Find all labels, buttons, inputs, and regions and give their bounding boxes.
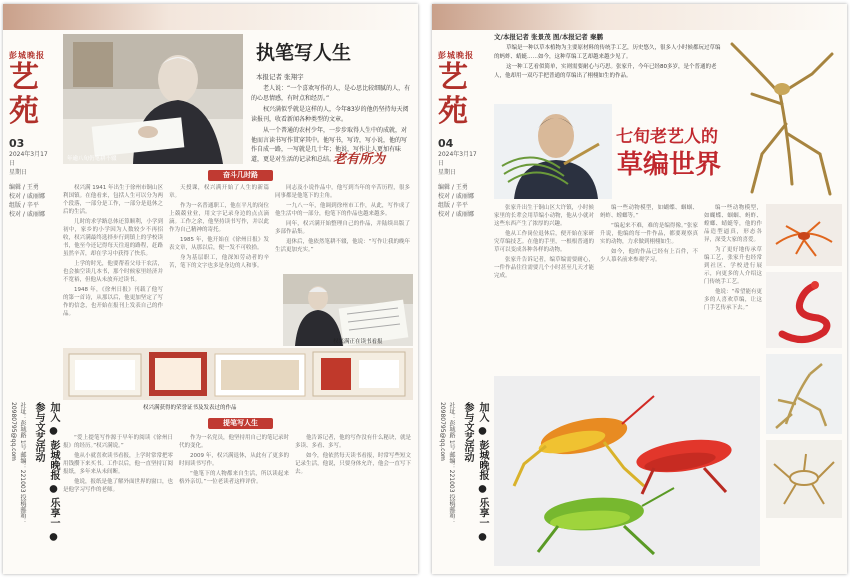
section-head-2: 提笔写人生 — [208, 418, 273, 429]
photo-artisan — [494, 104, 612, 199]
body-paragraph: 如今，他依然每天读书看报，时常写些短文记录生活，他说，只要身体允许，他会一直写下去。 — [295, 453, 411, 475]
photo-straw-insects — [494, 376, 760, 566]
body-paragraph: 身为基层职工，他深知劳动者的辛苦，笔下的文字也多是身边的人和事。 — [169, 255, 269, 269]
bottom-column-3 — [295, 434, 411, 566]
lede-paragraph: 从一个普通的农村少年，一步步取得人生中的成就，对他而言读书写作贯穿其中。他写书，写诗，写小说，他的写作自成一路，一写就是几十年；他说，写作让人更加有味道，更是对生活的记录和总结。 — [251, 127, 408, 163]
editor-line: 编辑 / 王勇 — [438, 184, 468, 191]
article-column-3 — [275, 184, 410, 266]
contact-info — [438, 402, 456, 552]
article-column-2 — [600, 204, 698, 369]
body-paragraph: 权兴满 1941 年出生于徐州市铜山区利国镇。在他看来，包括人生可以分为两个段落，一部分是工作，一部分是退休之后的生活。 — [63, 185, 163, 215]
photo-craft-orange-dragonfly — [766, 204, 842, 266]
photo-straw-insects-image — [494, 376, 760, 566]
page-number: 04 — [438, 137, 454, 150]
photo-craft-mantis — [766, 354, 842, 434]
craft-photo-2 — [766, 272, 842, 348]
header-band — [432, 4, 847, 30]
article-title-line-1: 七旬老艺人的 — [616, 127, 718, 147]
straw-mantis-illustration — [722, 34, 842, 199]
editor-line: 校对 / 戚丽娜 — [438, 193, 474, 200]
section-char-2: 苑 — [438, 94, 468, 129]
section-char-1: 艺 — [438, 60, 468, 95]
photo-caption: 权兴满正在读书看报 — [333, 339, 383, 345]
vertical-slogan: 加入 ● 彭城晚报 ● 乐享一 ● 参与文艺活动 — [462, 402, 488, 543]
lede-paragraph: 老人说：“一个喜欢写作的人，是心思比较细腻的人，有的心思情感，有时点和经历。” — [251, 85, 411, 102]
column-tag: 老有所为 — [333, 152, 386, 167]
photo-certificates — [63, 348, 413, 400]
vertical-slogan: 加入 ● 彭城晚报 ● 乐享一 ● 参与文艺活动 — [33, 402, 59, 543]
photo-caption: 年逾八旬仍笔耕不辍 — [67, 156, 117, 162]
section-char-2: 苑 — [9, 94, 39, 129]
contact-line: 投稿邮箱：20980795@qq.com — [10, 402, 26, 525]
photo-man-reading — [283, 274, 413, 346]
article-lede — [494, 44, 724, 106]
photo-artisan-image — [494, 104, 612, 199]
article-column-1 — [63, 184, 163, 334]
paper-name: 彭城晚报 — [9, 51, 45, 60]
body-paragraph: 同年，权兴满开始整理自己的作品，并陆续出版了多部作品集。 — [275, 221, 410, 235]
body-paragraph: 他说：“希望能有更多的人喜欢草编，让这门手艺传承下去。” — [704, 289, 762, 311]
article-column-2 — [169, 184, 269, 334]
bottom-column-1 — [63, 434, 173, 566]
article-title-line-2: 草编世界 — [617, 150, 722, 180]
editor-line: 校对 / 戚丽娜 — [9, 211, 45, 218]
body-paragraph: 退休后，他依然笔耕不辍，他说：“写作让我的晚年生活更加充实。” — [275, 239, 410, 253]
article-title: 执笔写人生 — [256, 42, 352, 64]
body-paragraph: “他笔下的人物都来自生活，所以读起来格外亲切。”一位老读者这样评价。 — [179, 471, 289, 485]
body-paragraph: 作为一名党员，他坚持用自己的笔记录时代的变化。 — [179, 435, 290, 449]
craft-photo-4 — [766, 440, 842, 518]
craft-photo-3 — [766, 354, 842, 434]
left-newspaper-page — [3, 4, 418, 574]
right-newspaper-page — [432, 4, 847, 574]
body-paragraph: 张家升告诉记者，编草编需要耐心，一件作品往往需要几个小时甚至几天才能完成。 — [494, 257, 594, 279]
issue-day: 星期日 — [438, 169, 457, 176]
craft-photo-1 — [766, 204, 842, 266]
issue-date: 2024年3月17日 — [438, 151, 477, 167]
bottom-column-2 — [179, 434, 289, 566]
body-paragraph: 1948 年，《徐州日报》刊载了他写的第一首诗，从那以后，他更加坚定了写作的信念，也开始在报刊上发表自己的作品。 — [63, 287, 163, 317]
body-paragraph: 为了更好地传承草编工艺，张家升也经常到社区、学校进行展示，向更多的人介绍这门传统手工艺。 — [704, 247, 762, 285]
header-band — [3, 4, 418, 30]
photo-man-reading-image — [283, 274, 413, 346]
body-paragraph: 上学的时光，他要帮着父母干农活，也会抽空读几本书，那个时候家里经济并不宽裕，但他从未放弃过读书。 — [63, 261, 163, 283]
editor-line: 编辑 / 王勇 — [9, 184, 39, 191]
photo-caption: 权兴满获得的荣誉证书及发表过的作品 — [143, 405, 237, 411]
editor-line: 组版 / 辛平 — [438, 202, 468, 209]
issue-day: 星期日 — [9, 169, 28, 176]
body-paragraph: “爱上提笔写作源于早年的阅读《徐州日报》的经历。”权兴满说。” — [63, 435, 173, 449]
body-paragraph: 一九八一年，他调到徐州市工作，从此，写作成了他生活中的一部分，他笔下的作品也越来越多。 — [275, 203, 410, 217]
left-masthead-column — [438, 32, 488, 566]
body-paragraph: 他告诉记者，他的写作没有什么秘诀，就是多读、多看、多写。 — [295, 435, 411, 449]
photo-man-writing-image — [63, 34, 243, 164]
body-paragraph: 张家升出生于铜山区大许镇，小时候家里的长辈会用草编小动物，他从小就对这些东西产生了浓厚的兴趣。 — [494, 205, 594, 227]
body-paragraph: 编一些动物模型，如蝴蝶、蝈蝈、蚂蚱、螳螂、蜻蜓等，他的作品造型逼真，形态各异，深受大家的喜爱。 — [704, 205, 762, 243]
body-paragraph: 他从小就喜欢读书看报，上学时常常把零用钱攒下来买书。工作以后，他一直坚持订阅报纸，多年来从未间断。 — [63, 453, 174, 475]
lede-paragraph: 权兴满似乎就是这样的人，今年83岁的他仍坚持每天阅读报刊，收看新闻各种类型的文章。 — [251, 106, 409, 123]
issue-date: 2024年3月17日 — [9, 151, 48, 167]
body-paragraph: 作为一名普通职工，他在平凡的岗位上兢兢业业，用文字记录身边的点点滴滴。工作之余，他坚持读书写作，并以此作为自己精神的寄托。 — [169, 203, 269, 233]
contact-line: 社址：彭城路 1号 邮编：221003 — [19, 402, 26, 493]
body-paragraph: 他说，报纸是他了解外面世界的窗口，也是他学习写作的老师。 — [63, 479, 174, 493]
photo-craft-red-snake — [766, 272, 842, 348]
photo-craft-grasshopper — [766, 440, 842, 518]
section-head-1: 奋斗几时路 — [208, 170, 273, 181]
body-paragraph: 2009 年，权兴满退休，从此有了更多的时间读书写作。 — [179, 453, 289, 467]
body-paragraph: 他从工作岗位退休后，便开始在家研究草编技艺。在他的手里，一根根普通的草可以变成各种各样的动物。 — [494, 231, 594, 253]
paper-name: 彭城晚报 — [438, 51, 474, 60]
body-paragraph: 1985 年，他开始在《徐州日报》发表文章，从那以后，便一发不可收拾。 — [169, 237, 269, 251]
article-column-1 — [494, 204, 594, 369]
body-paragraph: “编起来不难，难的是编得像。”张家升说，他编的每一件作品，都要观察真实的动物，力求做到栩栩如生。 — [600, 223, 698, 245]
page-number: 03 — [9, 137, 25, 150]
body-paragraph: 如今，他的作品已经有上百件，不少人慕名前来参观学习。 — [600, 249, 698, 263]
editor-line: 校对 / 戚丽娜 — [9, 193, 45, 200]
photo-man-writing — [63, 34, 243, 164]
section-char-1: 艺 — [9, 60, 39, 95]
body-paragraph: 同志及小说作品中，他写到当年的辛苦历程，很多同事都是他笔下的主角。 — [275, 185, 410, 199]
article-column-3 — [704, 204, 762, 369]
photo-certificates-image — [63, 348, 413, 400]
lede-paragraph: 草编是一种以草本植物为主要原材料的传统手工艺，历史悠久，很多人小时候都玩过草编的蚂蚱、蜻蜓……如今，这种草编工艺却越来越少见了。 — [494, 45, 721, 60]
lede-paragraph: 这一种工艺看似简单，实则需要耐心与巧思。张家升，今年已经80多岁，是个普通的老人，他却用一双巧手把普通的草编出了栩栩如生的作品。 — [494, 64, 717, 79]
body-paragraph: 儿时的求学路总体还算顺利，小学到初中，家乡的小学因为人数较少不再招收，权兴满最终选择步行到镇上的学校读书，他至今还记得每天往返的路程，赶路虽然辛苦，却在学习中获得了快乐。 — [63, 219, 163, 257]
contact-line: 社址：彭城路 1号 邮编：221003 — [448, 402, 455, 493]
editor-line: 组版 / 辛平 — [9, 202, 39, 209]
editor-line: 校对 / 戚丽娜 — [438, 211, 474, 218]
body-paragraph: 编一些动物模型，如蝴蝶、蝈蝈、蚂蚱、螳螂等。” — [600, 205, 698, 219]
body-paragraph: 天授课，权兴满开始了人生的新篇章。 — [169, 185, 269, 199]
left-masthead-column — [9, 32, 59, 566]
contact-info — [9, 402, 27, 552]
byline: 本报记者 张翔宇 — [256, 73, 304, 81]
byline: 文/本报记者 张景茂 图/本报记者 秦鹏 — [494, 33, 604, 41]
contact-line: 投稿邮箱：20980795@qq.com — [439, 402, 455, 525]
